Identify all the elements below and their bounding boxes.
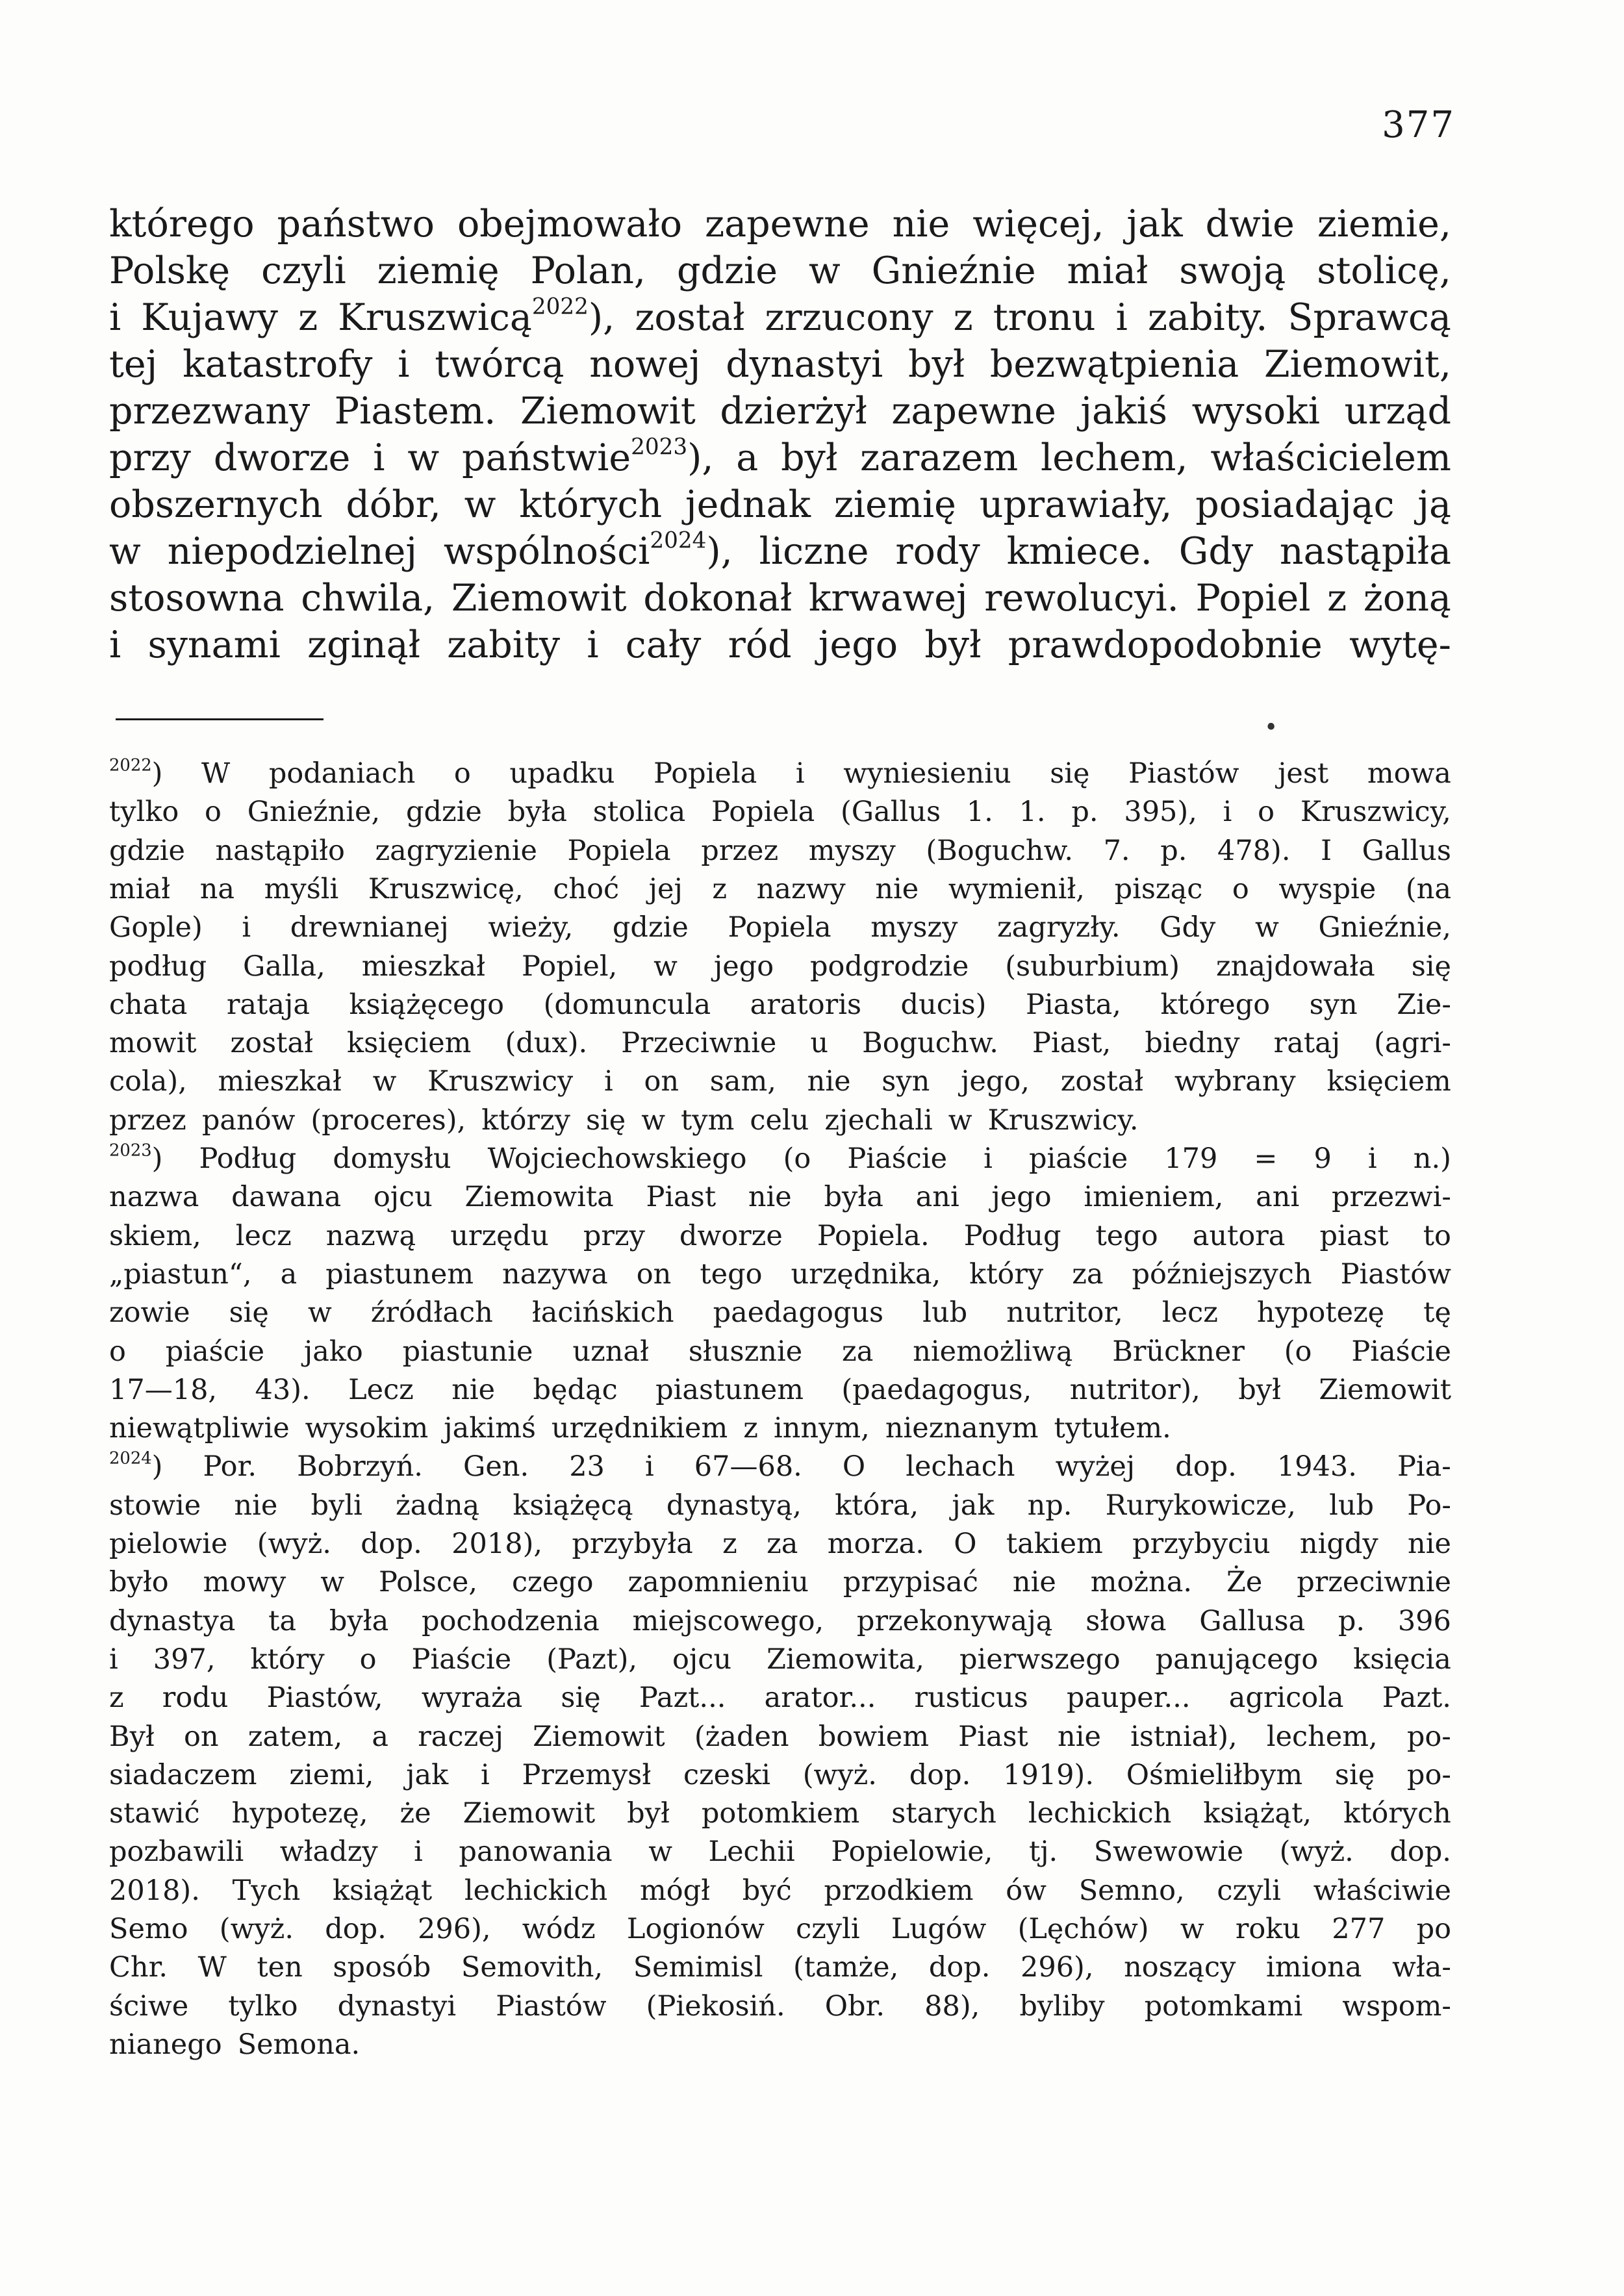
footnote-line: dynastya ta była pochodzenia miejscowego, przekonywają słowa Gallusa p. 396 [109,1604,1451,1637]
footnote-line: niewątpliwie wysokim jakimś urzędnikiem z innym, nieznanym tytułem. [109,1412,1171,1445]
footnote-separator [116,718,324,720]
footnote-line: mowit został księciem (dux). Przeciwnie u Boguchw. Piast, biedny rataj (agri- [109,1027,1451,1060]
main-text-line: tej katastrofy i twórcą nowej dynastyi był bezwątpienia Ziemowit, [109,343,1451,386]
footnote-line: 17—18, 43). Lecz nie będąc piastunem (paedagogus, nutritor), był Ziemowit [109,1373,1451,1406]
footnote-line: Chr. W ten sposób Semovith, Semimisl (tamże, dop. 296), noszący imiona wła- [109,1951,1451,1984]
page-number: 377 [1382,104,1455,146]
footnote-line: chata rataja książęcego (domuncula aratoris ducis) Piasta, którego syn Zie- [109,988,1451,1021]
footnote-line: pozbawili władzy i panowania w Lechii Popielowie, tj. Swewowie (wyż. dop. [109,1836,1451,1869]
footnote-line: Gople) i drewnianej wieży, gdzie Popiela myszy zagryzły. Gdy w Gnieźnie, [109,911,1451,944]
footnote-line: nianego Semona. [109,2028,361,2061]
footnote-line: stowie nie byli żadną książęcą dynastyą, która, jak np. Rurykowicze, lub Po- [109,1489,1451,1522]
footnote-line: podług Galla, mieszkał Popiel, w jego podgrodzie (suburbium) znajdowała się [109,950,1451,983]
footnote-line: przez panów (proceres), którzy się w tym celu zjechali w Kruszwicy. [109,1104,1139,1137]
footnote-line: „piastun“, a piastunem nazywa on tego urzędnika, który za późniejszych Piastów [109,1257,1451,1291]
footnote-line: stawić hypotezę, że Ziemowit był potomkiem starych lechickich książąt, których [109,1797,1451,1830]
main-text-line: przy dworze i w państwie$^{2023}$), a był zarazem lechem, właścicielem [109,434,1451,479]
footnote-line: $^{2022}$) W podaniach o upadku Popiela i wyniesieniu się Piastów jest mowa [109,755,1451,790]
footnote-line: o piaście jako piastunie uznał słusznie za niemożliwą Brückner (o Piaście [109,1335,1451,1368]
footnote-line: z rodu Piastów, wyraża się Pazt... arator... rusticus pauper... agricola Pazt. [109,1682,1451,1715]
main-text-line: przezwany Piastem. Ziemowit dzierżył zapewne jakiś wysoki urząd [109,390,1451,433]
footnote-line: cola), mieszkał w Kruszwicy i on sam, nie syn jego, został wybrany księciem [109,1065,1451,1098]
footnote-line: tylko o Gnieźnie, gdzie była stolica Popiela (Gallus 1. 1. p. 395), i o Kruszwicy, [109,796,1451,829]
main-text-line: i Kujawy z Kruszwicą$^{2022}$), został zrzucony z tronu i zabity. Sprawcą [109,294,1451,339]
ink-speck: • [1264,714,1278,741]
footnote-line: $^{2023}$) Podług domysłu Wojciechowskiego (o Piaście i piaście 179 = 9 i n.) [109,1141,1451,1175]
footnote-line: ściwe tylko dynastyi Piastów (Piekosiń. Obr. 88), byliby potomkami wspom- [109,1989,1451,2023]
footnote-line: skiem, lecz nazwą urzędu przy dworze Popiela. Podług tego autora piast to [109,1219,1451,1252]
footnote-line: Semo (wyż. dop. 296), wódz Logionów czyli Lugów (Lęchów) w roku 277 po [109,1913,1451,1945]
main-text-line: Polskę czyli ziemię Polan, gdzie w Gnieźnie miał swoją stolicę, [109,249,1451,292]
footnote-line: Był on zatem, a raczej Ziemowit (żaden bowiem Piast nie istniał), lechem, po- [109,1720,1451,1753]
footnote-line: i 397, który o Piaście (Pazt), ojcu Ziemowita, pierwszego panującego księcia [109,1643,1451,1676]
footnote-line: 2018). Tych książąt lechickich mógł być przodkiem ów Semno, czyli właściwie [109,1874,1451,1907]
footnote-line: było mowy w Polsce, czego zapomnieniu przypisać nie można. Że przeciwnie [109,1566,1451,1599]
footnote-line: pielowie (wyż. dop. 2018), przybyła z za morza. O takiem przybyciu nigdy nie [109,1528,1451,1560]
footnote-line: zowie się w źródłach łacińskich paedagogus lub nutritor, lecz hypotezę tę [109,1296,1451,1330]
main-text-line: którego państwo obejmowało zapewne nie więcej, jak dwie ziemie, [109,203,1451,246]
footnote-line: miał na myśli Kruszwicę, choć jej z nazwy nie wymienił, pisząc o wyspie (na [109,872,1451,905]
footnote-line: siadaczem ziemi, jak i Przemysł czeski (wyż. dop. 1919). Ośmieliłbym się po- [109,1758,1451,1791]
footnote-line: $^{2024}$) Por. Bobrzyń. Gen. 23 i 67—68. O lechach wyżej dop. 1943. Pia- [109,1448,1451,1483]
main-text-line: stosowna chwila, Ziemowit dokonał krwawej rewolucyi. Popiel z żoną [109,577,1451,620]
main-text-line: obszernych dóbr, w których jednak ziemię uprawiały, posiadając ją [109,483,1451,526]
footnote-line: gdzie nastąpiło zagryzienie Popiela przez myszy (Boguchw. 7. p. 478). I Gallus [109,834,1451,867]
main-text-line: w niepodzielnej wspólności$^{2024}$), liczne rody kmiece. Gdy nastąpiła [109,527,1451,573]
footnote-line: nazwa dawana ojcu Ziemowita Piast nie była ani jego imieniem, ani przezwi- [109,1181,1451,1214]
main-text-line: i synami zginął zabity i cały ród jego był prawdopodobnie wytę- [109,624,1451,666]
